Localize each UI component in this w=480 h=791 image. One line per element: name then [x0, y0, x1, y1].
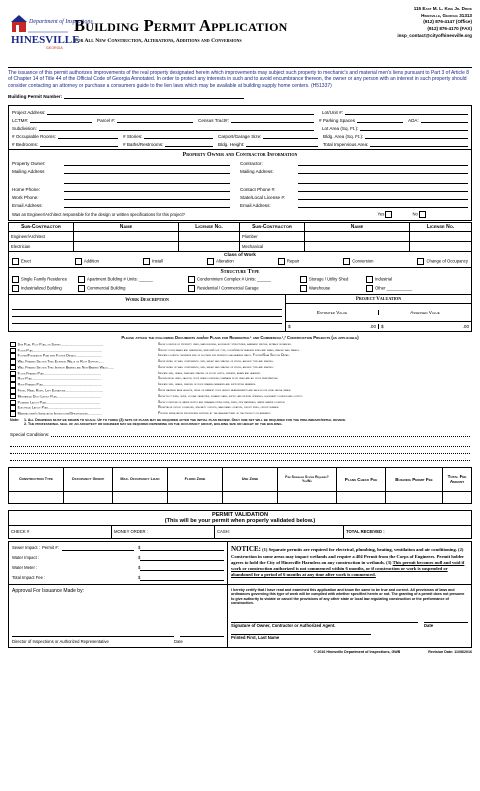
baths-field[interactable]: # Baths/Restrooms: [123, 141, 213, 147]
table-header-cell: Occupancy Group [64, 467, 113, 491]
class-alteration[interactable]: Alteration [207, 258, 234, 265]
document-name: Plumbing Layout Plan........................................................ [17, 400, 101, 405]
document-description: Indicate size, grade, span and spacing of floor joists, girders, beams and headers. [158, 370, 261, 375]
yes-checkbox[interactable] [385, 211, 392, 218]
table-header-cell: Total Fee Amount [443, 467, 472, 491]
validation-subtitle: (This will be your permit when properly validated below.) [9, 518, 471, 526]
document-description: Show location of property lines, main building, accessory structures, easement widths, setback distances. [158, 341, 292, 346]
table-cell[interactable] [74, 231, 179, 241]
approval-label: Approval For Issuance Made by: [12, 587, 84, 594]
home-phone-field[interactable]: Home Phone: [12, 186, 230, 192]
owner-email-field[interactable]: Email Address: [12, 202, 230, 208]
validation-title: PERMIT VALIDATION [211, 511, 269, 518]
document-name: Floor Plan....................................................................... [17, 348, 102, 353]
structure-warehouse[interactable]: Warehouse [300, 285, 366, 292]
table-cell[interactable] [410, 231, 472, 241]
document-checkbox[interactable] [10, 400, 16, 406]
lot-unit-field[interactable]: Lot/Unit #: [322, 109, 468, 115]
work-description-title: Work Description [125, 297, 169, 303]
table-row [9, 491, 472, 503]
document-checkbox[interactable] [10, 376, 16, 382]
document-checkbox[interactable] [10, 405, 16, 411]
document-checkbox[interactable] [10, 411, 16, 417]
table-cell[interactable] [168, 491, 223, 503]
table-cell: Engineer/Architect [9, 231, 74, 241]
document-name: Mechanical Duct Layout Plan.............................................. [17, 394, 102, 399]
table-header-cell: Use Zone [223, 467, 278, 491]
document-description: Specify room names and dimensions, window/door type, door/window headers sizes and spans, braced wall panels. [158, 347, 300, 352]
parking-field[interactable]: # Parking Spaces [319, 117, 403, 123]
notes: Note: 1. All Drawings must be drawn to scale. Up to three (3) sets of plans may be required after the initial plan review. Only one set will be required for the preliminary/initial review. 2. The professional seal of an architect or engineer may be required depending on the occupancy group, building size or height of the building. [10, 417, 347, 427]
permit-form [8, 0, 472, 654]
table-cell[interactable] [223, 491, 278, 503]
table-header-cell: Fire Sprinkler System Required? Yes/No [278, 467, 337, 491]
structure-single-family[interactable]: Single Family Residence [12, 276, 78, 283]
work-description-line[interactable] [12, 303, 282, 310]
total-impact-input[interactable] [140, 575, 224, 581]
class-addition[interactable]: Addition [75, 258, 99, 265]
document-description: Indicate location thickness size of footers for interior load-bearing walls. Footer/Slab Section Detail. [158, 353, 290, 358]
structure-garage[interactable]: Residential / Commercial Garage [188, 285, 300, 292]
water-impact-input[interactable] [140, 555, 224, 561]
structure-apartment[interactable]: Apartment Building # Units: ______ [78, 276, 188, 283]
contractor-email-field[interactable]: Email Address: [240, 202, 468, 208]
table-cell[interactable] [179, 231, 240, 241]
email-link[interactable]: insp_contact@cityofhinesville.org [397, 32, 472, 38]
table-header-cell: Max. Occupancy Load [113, 467, 168, 491]
structure-type-section [8, 268, 472, 295]
table-header-cell: Construction Type [9, 467, 64, 491]
occupiable-rooms-field[interactable]: # Occupiable Rooms: [12, 133, 118, 139]
address-line: 115 East M. L. King Jr. Drive [413, 6, 472, 11]
cash-field[interactable]: CASH: [214, 526, 343, 538]
table-header-cell: Plans Check Fee [337, 467, 386, 491]
work-valuation-section [8, 295, 472, 332]
owner-mailing-field[interactable]: Mailing Address [12, 168, 230, 174]
structure-storage[interactable]: Storage / Utility Shed [300, 276, 366, 283]
copyright: © 2016 Hinesville Department of Inspections, GWB [313, 649, 401, 654]
parcel-field[interactable]: Parcel #: [97, 117, 193, 123]
table-row [9, 231, 472, 241]
revision-date: Revision Date: 11/08/2016 [428, 649, 472, 654]
carport-field[interactable]: Carport/Garage Size: [218, 133, 318, 139]
table-header-cell: License No. [410, 222, 472, 231]
table-cell[interactable] [113, 491, 168, 503]
office-address [380, 6, 472, 39]
document-name: Front, Rear, Right, Left Elevations....................................... [17, 388, 104, 393]
document-name: Electrical Layout Plan....................................................... [17, 406, 102, 411]
document-description: Show duct runs, sizes, volume capacities, exhaust fans, supply and return openings, equipment location and output. [158, 393, 303, 398]
document-checkbox[interactable] [10, 348, 16, 354]
signature-section [8, 585, 472, 648]
engineer-question: Was an Engineer/Architect responsible for the design or written specifications for this project? [12, 212, 186, 218]
notice-box: NOTICE: (1) Separate permits are required for electrical, plumbing, heating, ventilation and air conditioning. (2) Construction in some areas may impact wetlands and require a 404 Permit from the Corps of Engineers. Permit holder agrees to hold the City of Hinesville Harmless on any construction in wetlands. (3) This permit becomes null and void if work or construction authorized is not commenced within 6 months, or if construction or work is suspended or abandoned for a period of 6 months at any time after work is commenced. [228, 541, 472, 585]
ada-field[interactable]: ADA: [408, 117, 468, 123]
class-change-occupancy[interactable]: Change of Occupancy [417, 258, 467, 265]
document-description: Receptacle outlet locations, specialty outlets, main panel location, circuit runs, circuit number. [158, 405, 280, 410]
document-name: Wall Framing Section Thru Interior Bearing and Non-Bearing Walls...... [17, 365, 114, 370]
structure-condominium[interactable]: Condominium Complex # Units: ______ [188, 276, 300, 283]
census-tract-field[interactable]: Census Tract#: [198, 117, 314, 123]
validation-section [8, 510, 472, 539]
document-row [10, 411, 470, 417]
document-checkbox[interactable] [10, 353, 16, 359]
header-divider [8, 67, 472, 68]
table-cell[interactable] [305, 231, 410, 241]
special-conditions-section [8, 427, 472, 461]
impact-fees-box: Sewer Impact : Permit #: $ Water Impact : $ Water Meter : $ Total Impact Fee : $ [8, 541, 228, 585]
certification-text: I hereby certify that I have read and examined this application and know the same to be true and correct. All provisions of laws and ordinances governing this type of work will be complied with whether specified herein or not. The granting of a permit does not presume to give authority to violate or cancel the provisions of any other state or local law regulating construction or the performance of construction. [231, 587, 465, 606]
structure-industrial[interactable]: Industrial [366, 276, 392, 283]
structure-other[interactable]: Other ___________ [366, 285, 412, 292]
document-description: Provide installation procedures supplied by the manufacturer of the product or assembly. [158, 411, 272, 416]
document-checkbox[interactable] [10, 342, 16, 348]
license-field[interactable]: State/Local License #: [240, 194, 468, 200]
logo-city-text: HINESVILLE [11, 34, 80, 46]
address-line: Hinesville, Georgia 31313 [421, 12, 472, 18]
footer [8, 650, 472, 654]
table-header-cell: Name [74, 222, 179, 231]
permit-number-field[interactable] [8, 93, 244, 99]
document-checkbox[interactable] [10, 371, 16, 377]
contractor-mailing-field[interactable]: Mailing Address: [240, 168, 468, 174]
lctm-field[interactable]: LCTM#: [12, 117, 92, 123]
no-checkbox[interactable] [419, 211, 426, 218]
estimated-value-label: Estimated Value [286, 310, 379, 315]
header [8, 6, 472, 64]
document-description: Show detail of wall components, size, height and spacing of studs, anchor type and spacing. [158, 364, 274, 369]
special-conditions-line[interactable] [10, 447, 470, 454]
document-description: Shown ridge lines, valleys, roof drain locations, drainage flow lines and all roof penetrations. [158, 376, 279, 381]
water-meter-input[interactable] [140, 565, 224, 571]
class-repair[interactable]: Repair [278, 258, 299, 265]
table-cell: Electrician [9, 241, 74, 251]
table-cell[interactable] [443, 491, 472, 503]
page-title: Building Permit Application [74, 16, 288, 35]
special-conditions-line[interactable] [10, 440, 470, 447]
table-cell[interactable] [9, 491, 64, 503]
permit-number-label: Building Permit Number: [8, 93, 63, 99]
structure-commercial[interactable]: Commercial Building [78, 285, 188, 292]
bedrooms-field[interactable]: # Bedrooms: [12, 141, 118, 147]
table-row [9, 241, 472, 251]
document-name: Footer/Foundation Plan with Footer Details........................... [17, 354, 102, 359]
document-checkbox[interactable] [10, 359, 16, 365]
contractor-field[interactable]: Contractor: [240, 160, 468, 166]
owner-section [8, 150, 472, 221]
class-install[interactable]: Install [143, 258, 163, 265]
document-description: Show locations of water supply and drainage piping runs, sizes, pipe materials, water heater location. [158, 399, 286, 404]
table-header-cell: Flood Zone [168, 467, 223, 491]
table-header-cell: License No. [179, 222, 240, 231]
table-header-cell: Sub-Contractor [9, 222, 74, 231]
table-cell: Mechanical [240, 241, 305, 251]
documents-title: Please attach the following Documents and/or Plans for Residential¹ and Commercial¹,² Construction Projects (as applicable) [121, 334, 359, 340]
height-field[interactable]: Bldg. Height: [218, 141, 318, 147]
logo-dept-text: Department of Inspections [29, 19, 93, 25]
city-logo [8, 10, 93, 56]
table-cell[interactable] [410, 241, 472, 251]
valuation-title: Project Valuation [286, 295, 471, 304]
document-checkbox[interactable] [10, 382, 16, 388]
table-cell: Plumber [240, 231, 305, 241]
class-erect[interactable]: Erect [12, 258, 31, 265]
contact-phone-field[interactable]: Contact Phone #: [240, 186, 468, 192]
work-description-line[interactable] [12, 317, 282, 324]
total-received-field[interactable]: TOTAL RECEIVED : [343, 526, 471, 538]
certification-box: I hereby certify that I have read and examined this application and know the same to be true and correct. All provisions of laws and ordinances governing this type of work will be complied with whether specified herein or not. The granting of a permit does not presume to give authority to violate or cancel the provisions of any other state or local law regulating construction or the performance of construction. Signature of Owner, Contractor or Authorized Agent. Date Printed First, Last Name [228, 585, 472, 648]
document-description: Show maximum base heights, ridge or parapet roof height measurements and each floor level above grade. [158, 388, 292, 392]
fees-table [8, 467, 472, 504]
sewer-impact-input[interactable] [140, 545, 224, 551]
approval-box: Approval For Issuance Made by: Director of Inspections or Authorized Representative Date [8, 585, 228, 648]
work-phone-field[interactable]: Work Phone: [12, 194, 230, 200]
document-name: Roof Plan....................................................................... [17, 377, 101, 382]
class-of-work-title: Class of Work [224, 252, 256, 258]
table-cell[interactable] [278, 491, 337, 503]
subdivision-field[interactable]: Subdivision: [12, 125, 314, 131]
document-name: Manufacturer's Installation Instructions/Specifications............... [17, 411, 103, 416]
page-subtitle: For All New Construction, Alterations, Additions and Conversions [74, 38, 242, 44]
document-description: Indicate size, grade, spacing of roof framing members and supporting members. [158, 382, 257, 387]
documents-list [10, 342, 470, 417]
check-field[interactable]: CHECK # [11, 529, 30, 535]
address-line: (912) 876-4170 (FAX) [427, 25, 472, 31]
table-cell[interactable] [74, 241, 179, 251]
owner-field[interactable]: Property Owner: [12, 160, 230, 166]
address-line: (912) 876-4147 (Office) [423, 19, 472, 25]
document-description: Show detail of wall components, size, height and spacing of studs, anchor type and spacing. [158, 359, 274, 364]
special-conditions-field[interactable]: Special Conditions: [10, 431, 470, 437]
no-option[interactable]: No [412, 211, 428, 218]
director-date-line[interactable] [180, 636, 224, 637]
owner-section-title: Property Owner and Contractor Information [182, 151, 298, 158]
table-cell[interactable] [179, 241, 240, 251]
document-checkbox[interactable] [10, 394, 16, 400]
document-name: Floor Framing Plan........................................................... [17, 371, 102, 376]
table-header-cell: Building Permit Fee [386, 467, 443, 491]
document-name: Roof Framing Plan............................................................. [17, 382, 103, 387]
bldg-area-field[interactable]: Bldg. Area (Sq. Ft.): [323, 133, 468, 139]
assessed-value-label: Assessed Value [410, 309, 440, 315]
structure-industrialized[interactable]: Industrialized Building [12, 285, 78, 292]
logo-state-text: GEORGIA [46, 46, 63, 50]
document-name: Wall Framing Section Thru Exterior Walls or Roof Support..... [17, 359, 104, 364]
structure-type-title: Structure Type [220, 268, 260, 275]
subcontractor-table [8, 222, 472, 252]
lien-notice: The issuance of this permit authorizes improvements of the real property designated herein which improvements may subject such property to mechanic's and material men's liens pursuant to Part 3 of Article 8 of Chapter 14 of Title 44 of the Official Code of Georgia Annotated. In order to protect any interests in such and to avoid encumbrance thereon, the owner or any person with an interest in such property should consider contacting an attorney or purchase a consumers guide to the lien laws which may be available at building supply home centers. (H51337) [8, 70, 470, 89]
impervious-field[interactable]: Total Impervious Area: [323, 141, 468, 147]
table-cell[interactable] [337, 491, 386, 503]
document-name: Site Plan, Plot Plan, or Survey............................................ [17, 342, 104, 347]
class-of-work-section [8, 252, 472, 268]
director-signature-line[interactable] [12, 636, 174, 637]
assessed-value-input[interactable]: $ .00 [381, 323, 469, 329]
money-order-field[interactable]: MONEY ORDER : [111, 526, 214, 538]
special-conditions-line[interactable] [10, 454, 470, 461]
yes-option[interactable]: Yes [377, 211, 394, 218]
table-cell[interactable] [64, 491, 113, 503]
table-header-cell: Sub-Contractor [240, 222, 305, 231]
project-section [8, 105, 472, 150]
table-header-cell: Name [305, 222, 410, 231]
document-checkbox[interactable] [10, 388, 16, 394]
document-checkbox[interactable] [10, 365, 16, 371]
project-address-field[interactable]: Project Address: [12, 109, 314, 115]
table-cell[interactable] [386, 491, 443, 503]
bottom-section [8, 541, 472, 585]
work-description-line[interactable] [12, 310, 282, 317]
estimated-value-input[interactable]: $ .00 [286, 324, 379, 329]
stories-field[interactable]: # Stories: [123, 133, 213, 139]
lot-area-field[interactable]: Lot Area (Sq. Ft.): [322, 125, 468, 131]
documents-section [8, 332, 472, 427]
class-conversion[interactable]: Conversion [343, 258, 373, 265]
table-cell[interactable] [305, 241, 410, 251]
permit-number-input[interactable] [62, 545, 134, 551]
